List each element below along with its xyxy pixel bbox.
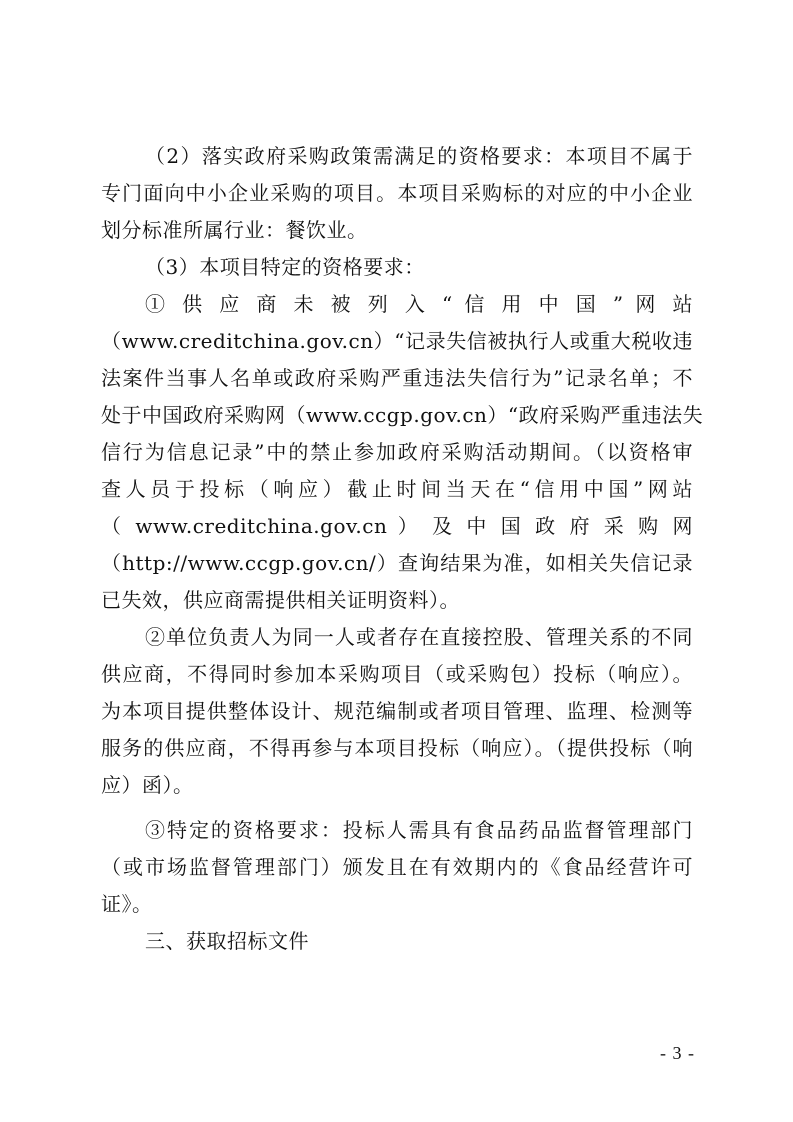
section-heading: 三、获取招标文件 xyxy=(145,929,309,953)
paragraph-line: （ www.creditchina.gov.cn ） 及 中 国 政 府 采 购 网 xyxy=(101,514,693,538)
paragraph-line: （2）落实政府采购政策需满足的资格要求：本项目不属于 xyxy=(145,144,693,168)
paragraph-line: ②单位负责人为同一人或者存在直接控股、管理关系的不同 xyxy=(145,625,693,649)
paragraph-line: 信行为信息记录”中的禁止参加政府采购活动期间。（以资格审 xyxy=(101,440,693,464)
paragraph-line: 供应商，不得同时参加本采购项目（或采购包）投标（响应）。 xyxy=(101,662,693,686)
page-number: - 3 - xyxy=(660,1043,695,1063)
paragraph-line: 证》。 xyxy=(101,892,153,916)
paragraph-line: 服务的供应商，不得再参与本项目投标（响应）。（提供投标（响 xyxy=(101,736,693,760)
section-heading: （3）本项目特定的资格要求： xyxy=(145,255,425,279)
paragraph-line: 专门面向中小企业采购的项目。本项目采购标的对应的中小企业 xyxy=(101,181,693,205)
paragraph-line: 法案件当事人名单或政府采购严重违法失信行为”记录名单；不 xyxy=(101,366,693,390)
paragraph-line: （www.creditchina.gov.cn）“记录失信被执行人或重大税收违 xyxy=(101,329,693,353)
paragraph-line: （http://www.ccgp.gov.cn/）查询结果为准，如相关失信记录 xyxy=(101,551,693,575)
paragraph-line: 查人员于投标（响应）截止时间当天在“信用中国”网站 xyxy=(101,477,693,501)
paragraph-line: （或市场监督管理部门）颁发且在有效期内的《食品经营许可 xyxy=(101,855,693,879)
paragraph-line: ① 供 应 商 未 被 列 入 “ 信 用 中 国 ” 网 站 xyxy=(145,292,693,316)
paragraph-line: 已失效，供应商需提供相关证明资料）。 xyxy=(101,588,460,612)
paragraph-line: ③特定的资格要求：投标人需具有食品药品监督管理部门 xyxy=(145,818,693,842)
paragraph-line: 处于中国政府采购网（www.ccgp.gov.cn）“政府采购严重违法失 xyxy=(101,403,704,427)
paragraph-line: 应）函）。 xyxy=(101,773,194,797)
paragraph-line: 划分标准所属行业：餐饮业。 xyxy=(101,218,368,242)
paragraph-line: 为本项目提供整体设计、规范编制或者项目管理、监理、检测等 xyxy=(101,699,693,723)
